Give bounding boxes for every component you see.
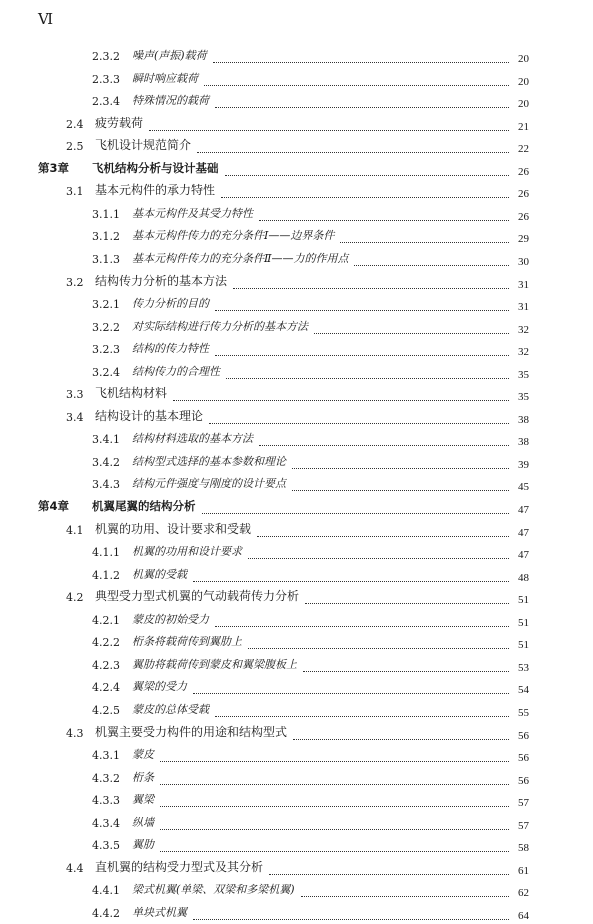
toc-leader-dots <box>160 774 509 785</box>
toc-leader-dots <box>259 435 509 446</box>
toc-entry <box>0 857 593 879</box>
toc-leader-dots <box>293 729 509 740</box>
toc-entry <box>0 541 593 563</box>
toc-entry-page: 64 <box>518 909 529 922</box>
toc-entry-page: 20 <box>518 98 529 111</box>
toc-entry-number: 2.5 <box>66 140 84 154</box>
toc-leader-dots <box>226 368 509 379</box>
toc-leader-dots <box>301 886 509 897</box>
toc-entry <box>0 812 593 834</box>
toc-entry <box>0 338 593 360</box>
toc-entry-title: 翼肋 <box>132 838 154 852</box>
toc-entry-number: 4.2 <box>66 591 84 605</box>
toc-entry-number: 4.3.1 <box>92 749 120 763</box>
toc-entry-page: 56 <box>518 729 529 742</box>
toc-entry-number: 4.1 <box>66 523 84 537</box>
toc-entry-number: 2.4 <box>66 117 84 131</box>
toc-entry <box>0 744 593 766</box>
toc-leader-dots <box>160 841 509 852</box>
toc-entry-page: 45 <box>518 481 529 494</box>
toc-entry-number: 3.2.2 <box>92 320 120 334</box>
toc-leader-dots <box>233 278 509 289</box>
toc-entry-page: 26 <box>518 165 529 178</box>
toc-entry-number: 3.4.1 <box>92 433 120 447</box>
toc-entry-page: 58 <box>518 842 529 855</box>
toc-entry <box>0 586 593 608</box>
toc-entry-number: 3.1.1 <box>92 207 120 221</box>
toc-entry-title: 传力分析的目的 <box>132 297 209 311</box>
toc-leader-dots <box>215 345 509 356</box>
toc-leader-dots <box>215 300 509 311</box>
toc-leader-dots <box>160 751 509 762</box>
toc-entry-title: 机翼主要受力构件的用途和结构型式 <box>95 724 288 739</box>
toc-entry-number: 4.2.1 <box>92 613 120 627</box>
toc-entry-page: 56 <box>518 774 529 787</box>
toc-entry <box>0 767 593 789</box>
toc-leader-dots <box>213 52 509 63</box>
toc-entry-page: 35 <box>518 368 529 381</box>
toc-entry-number: 2.3.3 <box>92 72 120 86</box>
toc-leader-dots <box>225 165 509 176</box>
toc-entry-page: 53 <box>518 661 529 674</box>
toc-entry-title: 结构元件强度与刚度的设计要点 <box>132 477 286 491</box>
toc-entry <box>0 834 593 856</box>
toc-leader-dots <box>248 548 509 559</box>
toc-entry-page: 20 <box>518 75 529 88</box>
toc-entry-title: 翼梁 <box>132 793 154 807</box>
toc-leader-dots <box>197 142 509 153</box>
toc-leader-dots <box>204 75 509 86</box>
toc-leader-dots <box>221 187 509 198</box>
toc-entry-page: 31 <box>518 278 529 291</box>
toc-entry-number: 2.3.4 <box>92 95 120 109</box>
toc-leader-dots <box>340 232 509 243</box>
toc-entry <box>0 406 593 428</box>
toc-entry-title: 飞机设计规范简介 <box>95 138 192 153</box>
toc-entry-title: 基本元构件传力的充分条件Ⅰ——边界条件 <box>132 229 335 243</box>
toc-entry-page: 30 <box>518 255 529 268</box>
page-number: Ⅵ <box>38 12 53 28</box>
toc-entry-page: 20 <box>518 53 529 65</box>
toc-entry <box>0 654 593 676</box>
toc-entry-title: 对实际结构进行传力分析的基本方法 <box>132 319 308 333</box>
toc-entry-page: 47 <box>518 526 529 539</box>
toc-entry <box>0 676 593 698</box>
toc-leader-dots <box>160 796 509 807</box>
toc-leader-dots <box>215 97 509 108</box>
toc-entry-number: 第3章 <box>38 160 70 175</box>
toc-entry <box>0 699 593 721</box>
toc-entry-page: 22 <box>518 143 529 156</box>
toc-entry-title: 结构传力分析的基本方法 <box>95 273 228 288</box>
toc-entry <box>0 316 593 338</box>
toc-entry <box>0 361 593 383</box>
toc-entry-number: 4.2.2 <box>92 636 120 650</box>
toc-leader-dots <box>257 526 509 537</box>
toc-entry-page: 32 <box>518 346 529 359</box>
toc-entry-page: 38 <box>518 413 529 426</box>
toc-entry-page: 31 <box>518 301 529 314</box>
toc-entry <box>0 496 593 518</box>
toc-leader-dots <box>193 683 509 694</box>
toc-leader-dots <box>292 458 509 469</box>
toc-entry <box>0 203 593 225</box>
toc-entry-number: 3.2.1 <box>92 298 120 312</box>
toc-entry-page: 62 <box>518 887 529 900</box>
toc-entry-title: 机翼的受载 <box>132 567 187 581</box>
toc-entry <box>0 45 593 67</box>
toc-entry <box>0 383 593 405</box>
toc-leader-dots <box>149 120 509 131</box>
toc-entry <box>0 428 593 450</box>
toc-entry-number: 4.1.1 <box>92 546 120 560</box>
toc-entry <box>0 722 593 744</box>
toc-entry-page: 54 <box>518 684 529 697</box>
toc-entry <box>0 271 593 293</box>
toc-entry-title: 瞬时响应载荷 <box>132 71 198 85</box>
toc-entry-title: 结构材料选取的基本方法 <box>132 432 253 446</box>
toc-entry-number: 4.4.2 <box>92 906 120 920</box>
toc-leader-dots <box>215 706 509 717</box>
toc-entry-number: 3.4 <box>66 410 84 424</box>
toc-entry-number: 3.1.3 <box>92 252 120 266</box>
toc-entry-title: 基本元构件的承力特性 <box>95 183 216 198</box>
toc-entry-title: 疲劳载荷 <box>95 115 144 130</box>
toc-entry-page: 55 <box>518 706 529 719</box>
toc-entry-title: 纵墙 <box>132 815 154 829</box>
toc-leader-dots <box>209 413 509 424</box>
toc-entry-page: 26 <box>518 188 529 201</box>
toc-entry-number: 4.3.5 <box>92 839 120 853</box>
toc-entry <box>0 879 593 901</box>
toc-entry-number: 3.2.3 <box>92 343 120 357</box>
toc-entry-title: 基本元构件及其受力特性 <box>132 206 253 220</box>
toc-entry-title: 蒙皮的总体受载 <box>132 702 209 716</box>
toc-leader-dots <box>160 819 509 830</box>
toc-entry-number: 4.4 <box>66 861 84 875</box>
toc-entry-title: 典型受力型式机翼的气动载荷传力分析 <box>95 589 300 604</box>
toc-leader-dots <box>269 864 509 875</box>
toc-leader-dots <box>354 255 509 266</box>
toc-entry-number: 4.3.4 <box>92 816 120 830</box>
toc-entry <box>0 113 593 135</box>
toc-entry-title: 蒙皮 <box>132 748 154 762</box>
toc-entry <box>0 225 593 247</box>
toc-entry <box>0 135 593 157</box>
toc-entry-number: 第4章 <box>38 499 70 513</box>
toc-entry <box>0 564 593 586</box>
toc-entry-title: 机翼的功用、设计要求和受载 <box>95 521 252 536</box>
toc-entry-page: 61 <box>518 864 529 877</box>
toc-entry-page: 47 <box>518 549 529 562</box>
toc-entry-number: 4.3.2 <box>92 771 120 785</box>
toc-leader-dots <box>202 503 509 514</box>
toc-entry-page: 51 <box>518 594 529 607</box>
toc-entry-number: 3.1.2 <box>92 230 120 244</box>
toc-entry-title: 翼肋将载荷传到蒙皮和翼梁腹板上 <box>132 657 297 671</box>
toc-entry-number: 3.4.3 <box>92 478 120 492</box>
toc-entry-title: 翼梁的受力 <box>132 680 187 694</box>
toc-entry-number: 3.3 <box>66 388 84 402</box>
toc-entry-page: 47 <box>518 504 529 516</box>
toc-entry-number: 4.2.5 <box>92 703 120 717</box>
toc-entry-page: 38 <box>518 436 529 449</box>
toc-entry <box>0 902 593 924</box>
toc-entry <box>0 180 593 202</box>
toc-entry-title: 单块式机翼 <box>132 905 187 919</box>
toc-entry-title: 蒙皮的初始受力 <box>132 612 209 626</box>
toc-entry <box>0 789 593 811</box>
toc-entry-title: 飞机结构分析与设计基础 <box>92 160 219 175</box>
toc-entry-number: 3.4.2 <box>92 455 120 469</box>
toc-entry <box>0 451 593 473</box>
toc-leader-dots <box>305 593 509 604</box>
toc-entry-page: 57 <box>518 797 529 810</box>
toc-entry-number: 4.4.1 <box>92 884 120 898</box>
toc-entry-title: 机翼的功用和设计要求 <box>132 545 242 559</box>
toc-leader-dots <box>173 390 509 401</box>
toc-leader-dots <box>215 616 509 627</box>
toc-entry-number: 4.1.2 <box>92 568 120 582</box>
toc-leader-dots <box>248 638 509 649</box>
toc-entry-page: 48 <box>518 571 529 584</box>
toc-entry-title: 飞机结构材料 <box>95 386 168 401</box>
toc-entry-title: 梁式机翼(单梁、双梁和多梁机翼) <box>132 883 295 897</box>
toc-entry-title: 机翼尾翼的结构分析 <box>92 499 196 513</box>
toc-entry <box>0 519 593 541</box>
toc-entry <box>0 90 593 112</box>
toc-entry-page: 39 <box>518 458 529 471</box>
toc-leader-dots <box>193 909 509 920</box>
toc-entry-title: 结构设计的基本理论 <box>95 408 204 423</box>
toc-entry <box>0 158 593 180</box>
toc-entry-page: 56 <box>518 752 529 765</box>
toc-entry <box>0 68 593 90</box>
toc-leader-dots <box>314 323 509 334</box>
toc-entry-page: 32 <box>518 323 529 336</box>
toc-leader-dots <box>292 480 509 491</box>
toc-leader-dots <box>259 210 509 221</box>
toc-entry <box>0 248 593 270</box>
toc-entry <box>0 631 593 653</box>
toc-entry-title: 噪声(声振)载荷 <box>132 49 207 62</box>
toc-entry-page: 51 <box>518 639 529 652</box>
toc-entry-number: 3.2 <box>66 275 84 289</box>
toc-entry-title: 桁条 <box>132 770 154 784</box>
toc-entry-number: 4.3.3 <box>92 794 120 808</box>
toc-entry-title: 结构传力的合理性 <box>132 364 220 378</box>
toc-entry <box>0 473 593 495</box>
toc-entry-number: 3.2.4 <box>92 365 120 379</box>
toc-entry-page: 57 <box>518 819 529 832</box>
toc-entry-number: 2.3.2 <box>92 50 120 63</box>
toc-entry-title: 桁条将载荷传到翼肋上 <box>132 635 242 649</box>
toc-entry-page: 35 <box>518 391 529 404</box>
toc-entry-page: 29 <box>518 233 529 246</box>
toc-entry-page: 21 <box>518 120 529 133</box>
toc-entry-title: 特殊情况的载荷 <box>132 94 209 108</box>
toc-entry <box>0 293 593 315</box>
toc-leader-dots <box>193 571 509 582</box>
toc-entry-number: 4.2.4 <box>92 681 120 695</box>
toc-entry-page: 51 <box>518 616 529 629</box>
toc-entry-title: 结构的传力特性 <box>132 342 209 356</box>
toc-entry-title: 基本元构件传力的充分条件Ⅱ——力的作用点 <box>132 251 349 265</box>
toc-entry-number: 3.1 <box>66 185 84 199</box>
toc-entry-number: 4.2.3 <box>92 658 120 672</box>
toc-leader-dots <box>303 661 509 672</box>
toc-entry-number: 4.3 <box>66 726 84 740</box>
toc-entry <box>0 609 593 631</box>
toc-entry-title: 结构型式选择的基本参数和理论 <box>132 454 286 468</box>
toc-entry-title: 直机翼的结构受力型式及其分析 <box>95 859 264 874</box>
toc-entry-page: 26 <box>518 210 529 223</box>
